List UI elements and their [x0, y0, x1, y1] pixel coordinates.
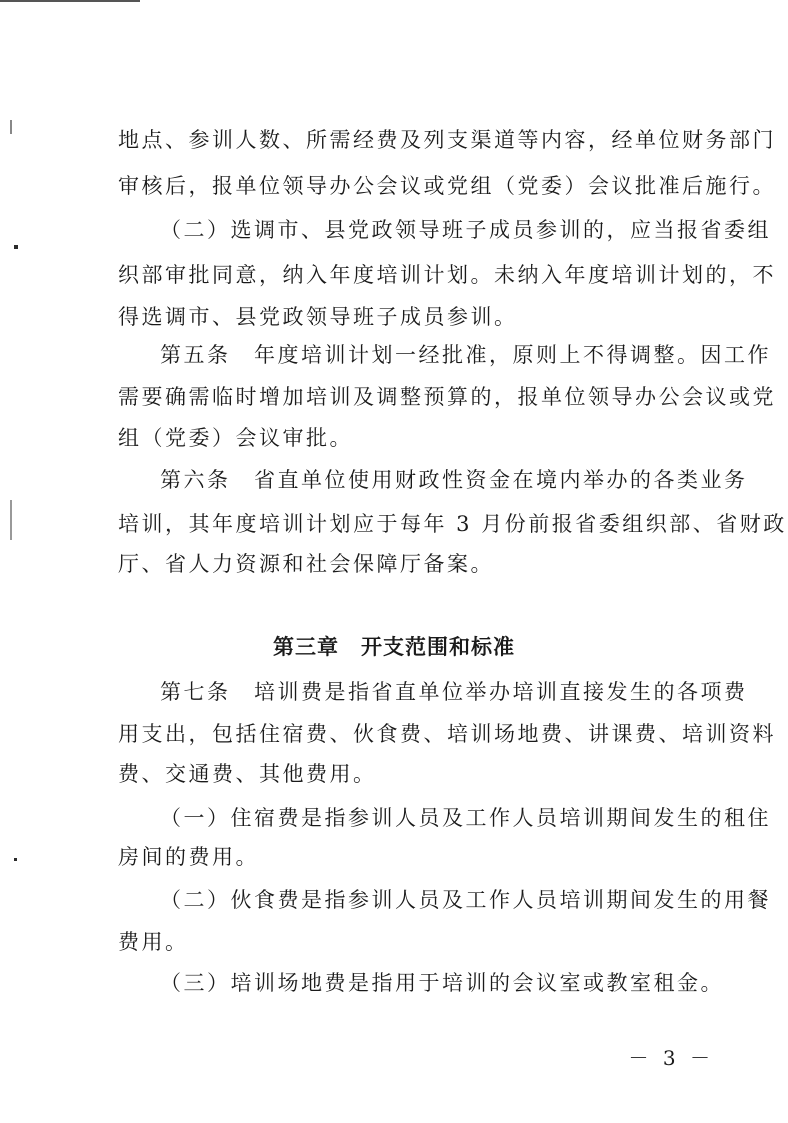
text-line: （二）选调市、县党政领导班子成员参训的，应当报省委组	[160, 218, 771, 242]
text-line: （三）培训场地费是指用于培训的会议室或教室租金。	[160, 971, 724, 995]
text-line: 组（党委）会议审批。	[118, 426, 353, 450]
text-line: 费用。	[118, 930, 189, 954]
text-line: 需要确需临时增加培训及调整预算的，报单位领导办公会议或党	[118, 385, 776, 409]
text-line: 审核后，报单位领导办公会议或党组（党委）会议批准后施行。	[118, 174, 776, 198]
scan-dot-3	[10, 120, 12, 134]
text-line: （一）住宿费是指参训人员及工作人员培训期间发生的租住	[160, 806, 771, 830]
text-line: 用支出，包括住宿费、伙食费、培训场地费、讲课费、培训资料	[118, 722, 776, 746]
article-7-line: 第七条 培训费是指省直单位举办培训直接发生的各项费	[160, 680, 748, 704]
chapter-number: 第三章	[273, 635, 339, 659]
chapter-title: 开支范围和标准	[361, 635, 515, 659]
scan-dot-4	[10, 500, 12, 540]
text-line: 得选调市、县党政领导班子成员参训。	[118, 305, 518, 329]
scan-dot-1	[14, 245, 18, 249]
page-number: － 3 －	[628, 1046, 714, 1070]
article-5-line: 第五条 年度培训计划一经批准，原则上不得调整。因工作	[160, 343, 771, 367]
text-line: 厅、省人力资源和社会保障厅备案。	[118, 552, 494, 576]
text-line: 房间的费用。	[118, 845, 259, 869]
text-line: 费、交通费、其他费用。	[118, 762, 377, 786]
chapter-heading	[0, 632, 788, 662]
text-line: 培训，其年度培训计划应于每年 3 月份前报省委组织部、省财政	[118, 512, 787, 536]
scan-dot-2	[14, 858, 17, 861]
text-line: 地点、参训人数、所需经费及列支渠道等内容，经单位财务部门	[118, 128, 776, 152]
text-line: 织部审批同意，纳入年度培训计划。未纳入年度培训计划的，不	[118, 263, 776, 287]
text-line: （二）伙食费是指参训人员及工作人员培训期间发生的用餐	[160, 888, 771, 912]
article-6-line: 第六条 省直单位使用财政性资金在境内举办的各类业务	[160, 468, 748, 492]
scan-edge-line	[0, 0, 140, 2]
